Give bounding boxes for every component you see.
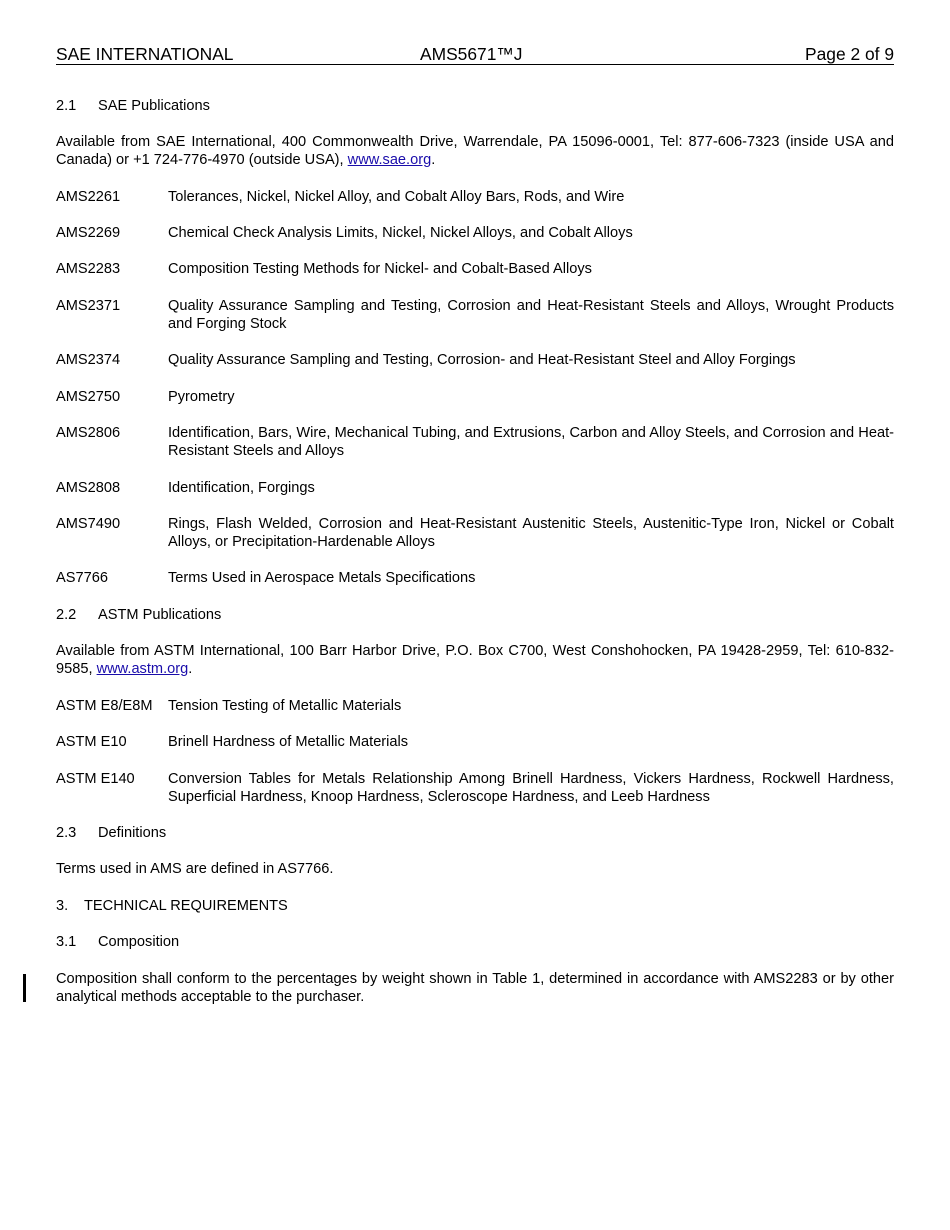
sae-website-link[interactable]: www.sae.org (347, 152, 432, 168)
reference-title: Tolerances, Nickel, Nickel Alloy, and Cobalt Alloy Bars, Rods, and Wire (168, 189, 625, 205)
reference-code: AMS2806 (56, 425, 121, 441)
section-heading-2-1: 2.1 SAE Publications (56, 98, 210, 114)
sae-availability-paragraph: Available from SAE International, 400 Commonwealth Drive, Warrendale, PA 15096-0001, Tel: 877-606-7323 (inside USA and Canada) or +1 724-776-4970 (outside USA), www.sae.org. (56, 134, 894, 168)
header-doc-id: AMS5671™J (420, 44, 523, 64)
reference-title: Brinell Hardness of Metallic Materials (168, 734, 409, 750)
reference-code: ASTM E8/E8M (56, 698, 153, 714)
reference-title: Tension Testing of Metallic Materials (168, 698, 402, 714)
reference-title: Pyrometry (168, 389, 235, 405)
section-heading-3: 3. TECHNICAL REQUIREMENTS (56, 898, 288, 914)
reference-code: AMS2283 (56, 261, 121, 277)
reference-title: Identification, Forgings (168, 480, 315, 496)
reference-title: Identification, Bars, Wire, Mechanical Tubing, and Extrusions, Carbon and Alloy Steels, and Corrosion and Heat-Resistant Steels and Alloys (168, 425, 894, 459)
page-header (56, 44, 894, 65)
reference-title: Quality Assurance Sampling and Testing, Corrosion- and Heat-Resistant Steel and Alloy Forgings (168, 352, 796, 368)
header-org: SAE INTERNATIONAL (56, 44, 234, 64)
reference-code: AS7766 (56, 570, 108, 586)
reference-title: Rings, Flash Welded, Corrosion and Heat-Resistant Austenitic Steels, Austenitic-Type Iron, Nickel or Cobalt Alloys, or Precipitation-Hardenable Alloys (168, 516, 894, 550)
reference-title: Terms Used in Aerospace Metals Specifications (168, 570, 476, 586)
reference-title: Chemical Check Analysis Limits, Nickel, Nickel Alloys, and Cobalt Alloys (168, 225, 633, 241)
reference-code: AMS2374 (56, 352, 121, 368)
reference-title: Composition Testing Methods for Nickel- and Cobalt-Based Alloys (168, 261, 592, 277)
reference-code: AMS7490 (56, 516, 121, 532)
reference-code: AMS2269 (56, 225, 121, 241)
section-heading-2-3: 2.3 Definitions (56, 825, 167, 841)
reference-code: ASTM E10 (56, 734, 127, 750)
reference-code: AMS2808 (56, 480, 121, 496)
reference-code: ASTM E140 (56, 771, 135, 787)
composition-paragraph: Composition shall conform to the percentages by weight shown in Table 1, determined in accordance with AMS2283 or by other analytical methods acceptable to the purchaser. (56, 971, 894, 1005)
section-heading-2-2: 2.2 ASTM Publications (56, 607, 222, 623)
definitions-paragraph: Terms used in AMS are defined in AS7766. (56, 861, 334, 877)
header-page-number: Page 2 of 9 (805, 44, 894, 64)
reference-code: AMS2371 (56, 298, 121, 314)
revision-change-bar (23, 974, 26, 1002)
reference-code: AMS2261 (56, 189, 121, 205)
reference-code: AMS2750 (56, 389, 121, 405)
reference-title: Quality Assurance Sampling and Testing, Corrosion and Heat-Resistant Steels and Alloys, Wrought Products and Forging Stock (168, 298, 894, 332)
section-heading-3-1: 3.1 Composition (56, 934, 180, 950)
astm-website-link[interactable]: www.astm.org (96, 661, 189, 677)
astm-availability-paragraph: Available from ASTM International, 100 Barr Harbor Drive, P.O. Box C700, West Conshohocken, PA 19428-2959, Tel: 610-832-9585, www.astm.org. (56, 643, 894, 677)
reference-title: Conversion Tables for Metals Relationship Among Brinell Hardness, Vickers Hardness, Rockwell Hardness, Superficial Hardness, Knoop Hardness, Scleroscope Hardness, and Leeb Hardness (168, 771, 894, 805)
